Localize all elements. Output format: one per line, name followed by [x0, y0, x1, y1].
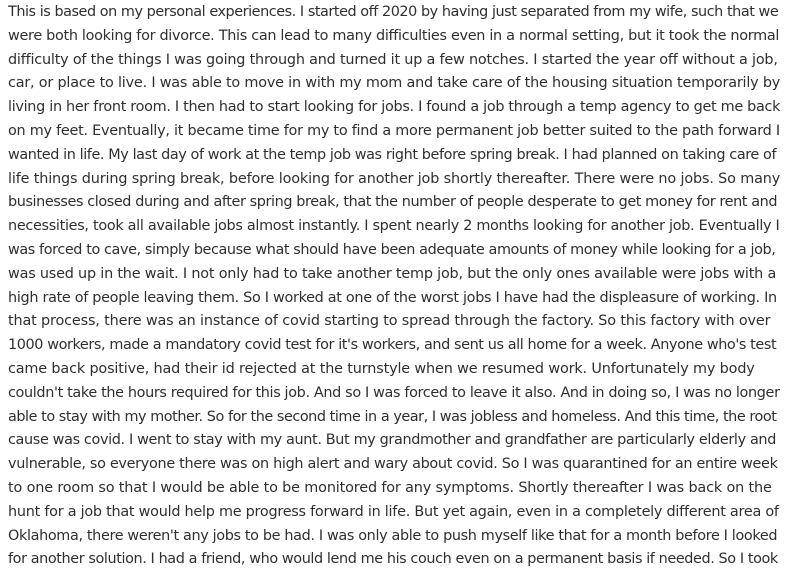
text-line: came back positive, had their id rejected at the turnstyle when we resumed work. Unfortunately my body — [8, 361, 755, 377]
text-line: that process, there was an instance of covid starting to spread through the factory. So this factory with over — [8, 313, 771, 330]
text-line: vulnerable, so everyone there was on high alert and wary about covid. So I was quarantined for an entire week — [8, 456, 778, 473]
text-line: car, or place to live. I was able to move in with my mom and take care of the housing situation temporarily by — [8, 75, 781, 92]
text-line: life things during spring break, before looking for another job shortly thereafter. There were no jobs. So many — [8, 170, 781, 187]
text-line: living in her front room. I then had to start looking for jobs. I found a job through a temp agency to get me back — [8, 99, 781, 116]
text-line: able to stay with my mother. So for the second time in a year, I was jobless and homeless. And this time, the root — [8, 408, 777, 425]
text-line: on my feet. Eventually, it became time for my to find a more permanent job better suited to the path forward I — [8, 123, 780, 139]
text-line: businesses closed during and after spring break, that the number of people desperate to get money for rent and — [8, 194, 778, 211]
text-line: Oklahoma, there weren't any jobs to be had. I was only able to push myself like that for a month before I looked — [8, 527, 778, 544]
text-line: hunt for a job that would help me progress forward in life. But yet again, even in a completely different area of — [8, 503, 779, 520]
text-line: necessities, took all available jobs almost instantly. I spent nearly 2 months looking for another job. Eventually I — [8, 218, 780, 235]
text-line: was forced to cave, simply because what should have been adequate amounts of money while looking for a job, — [8, 242, 776, 258]
text-line: difficulty of the things I was going through and turned it up a few notches. I started the year off without a job, — [8, 51, 778, 68]
text-line: wanted in life. My last day of work at the temp job was right before spring break. I had planned on taking care of — [8, 146, 777, 163]
text-line: 1000 workers, made a mandatory covid test for it's workers, and sent us all home for a week. Anyone who's test — [8, 337, 777, 354]
text-line: couldn't take the hours required for this job. And so I was forced to leave it also. And in doing so, I was no longer — [8, 384, 780, 401]
text-line: cause was covid. I went to stay with my aunt. But my grandmother and grandfather are particularly elderly and — [8, 432, 776, 449]
text-line: for another solution. I had a friend, who would lend me his couch even on a permanent basis if needed. So I took — [8, 551, 778, 568]
text-line: to one room so that I would be able to be monitored for any symptoms. Shortly thereafter I was back on the — [8, 480, 772, 496]
text-line: were both looking for divorce. This can lead to many difficulties even in a normal setting, but it took the normal — [8, 27, 780, 44]
text-line: high rate of people leaving them. So I worked at one of the worst jobs I have had the displeasure of working. In — [8, 289, 777, 306]
text-line: was used up in the wait. I not only had to take another temp job, but the only ones available were jobs with a — [8, 265, 777, 282]
text-line: This is based on my personal experiences. I started off 2020 by having just separated from my wife, such that we — [8, 4, 779, 20]
